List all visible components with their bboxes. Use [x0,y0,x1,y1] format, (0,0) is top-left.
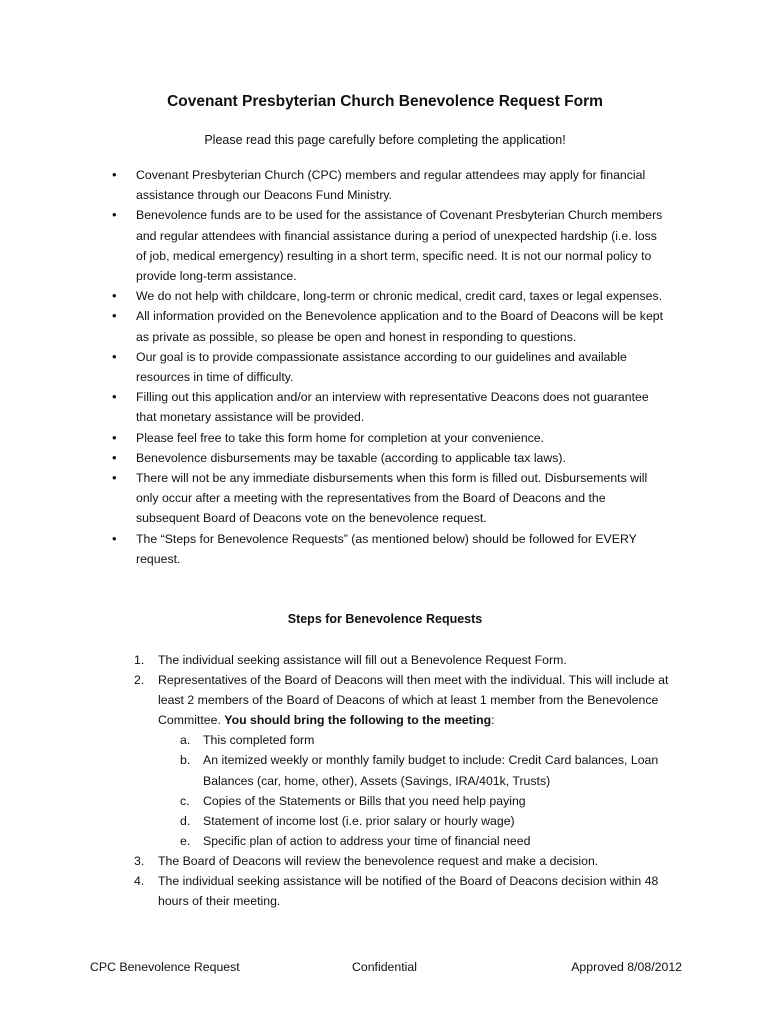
sub-item-letter: d. [180,813,191,828]
step-text: The Board of Deacons will review the benevolence request and make a decision. [158,853,599,868]
list-item [0,165,666,205]
list-item-text: We do not help with childcare, long-term or chronic medical, credit card, taxes or legal expenses. [136,289,663,304]
bullet-icon: • [112,167,117,182]
bullet-icon: • [112,288,117,304]
bullet-icon: • [112,470,117,486]
step-item [0,650,686,670]
steps-heading: Steps for Benevolence Requests [287,612,483,626]
list-item-text: The “Steps for Benevolence Requests” (as mentioned below) should be followed for EVERY request. [136,531,637,566]
list-item [0,428,666,448]
sub-item [158,730,681,750]
bullet-icon: • [112,207,117,223]
guidelines-list [0,165,770,569]
document-title: Covenant Presbyterian Church Benevolence Request Form [167,93,603,110]
list-item [0,448,666,468]
sub-item [158,811,681,831]
footer-left: CPC Benevolence Request [90,960,240,974]
step-number: 2. [134,673,145,688]
bullet-icon: • [112,449,117,465]
step-number: 3. [134,853,145,868]
step-item [0,871,686,911]
list-item-text: Covenant Presbyterian Church (CPC) members and regular attendees may apply for financial assistance through our Deacons Fund Ministry. [136,168,646,203]
list-item [0,387,666,427]
step-text-tail: : [491,713,495,728]
footer-right: Approved 8/08/2012 [571,960,682,974]
list-item-text: All information provided on the Benevolence application and to the Board of Deacons will be kept as private as possible, so please be open and honest in responding to questions. [136,309,664,344]
list-item-text: Please feel free to take this form home for completion at your convenience. [136,430,545,445]
step-item [0,670,686,851]
bullet-icon: • [112,348,117,364]
sub-item [158,831,681,851]
list-item-text: Our goal is to provide compassionate assistance according to our guidelines and available resources in time of difficulty. [136,349,627,385]
list-item-text: Benevolence disbursements may be taxable (according to applicable tax laws). [136,450,566,465]
step-item [0,851,686,871]
step-text: The individual seeking assistance will be notified of the Board of Deacons decision within 48 hours of their meeting. [158,874,659,909]
sub-item-text: Specific plan of action to address your time of financial need [203,833,531,848]
page-footer [0,960,770,980]
bullet-icon: • [112,429,117,445]
list-item [0,306,666,346]
list-item [0,286,666,306]
sub-item-letter: c. [180,793,190,808]
sub-item-letter: e. [180,833,191,848]
steps-list [0,650,770,911]
step-text: The individual seeking assistance will fill out a Benevolence Request Form. [158,653,567,667]
bullet-icon: • [112,308,117,324]
list-item [0,468,666,529]
list-item-text: There will not be any immediate disbursements when this form is filled out. Disbursements will only occur after a meeting with the representatives from the Board of Deacons and the subsequent Board of Deacons vote on the benevolence request. [136,471,648,526]
bullet-icon: • [112,530,117,546]
sub-item [158,791,681,811]
sub-item-text: Copies of the Statements or Bills that you need help paying [203,793,526,808]
step-emphasis: You should bring the following to the meeting [224,713,492,728]
meeting-items-list [158,730,686,851]
document-subtitle: Please read this page carefully before completing the application! [204,133,566,147]
sub-item-text: An itemized weekly or monthly family budget to include: Credit Card balances, Loan Balances (car, home, other), Assets (Savings, IRA/401k, Trusts) [203,753,659,788]
list-item [0,347,666,387]
step-number: 1. [134,653,145,667]
footer-center: Confidential [352,960,417,974]
list-item-text: Filling out this application and/or an interview with representative Deacons does not guarantee that monetary assistance will be provided. [136,390,649,425]
bullet-icon: • [112,389,117,405]
sub-item-letter: b. [180,753,191,768]
list-item [0,529,666,569]
list-item [0,205,666,286]
sub-item-text: Statement of income lost (i.e. prior salary or hourly wage) [203,813,515,828]
list-item-text: Benevolence funds are to be used for the assistance of Covenant Presbyterian Church members and regular attendees with financial assistance during a period of unexpected hardship (i.e. loss of job, medical emergency) resulting in a short term, specific need. It is not our normal policy to provide long-term assistance. [136,208,663,284]
sub-item [158,750,681,790]
step-number: 4. [134,874,145,889]
sub-item-text: This completed form [203,733,315,748]
sub-item-letter: a. [180,733,191,748]
step-text: Representatives of the Board of Deacons will then meet with the individual. This will include at least 2 members of the Board of Deacons of which at least 1 member from the Benevolence Committee. [158,673,669,728]
